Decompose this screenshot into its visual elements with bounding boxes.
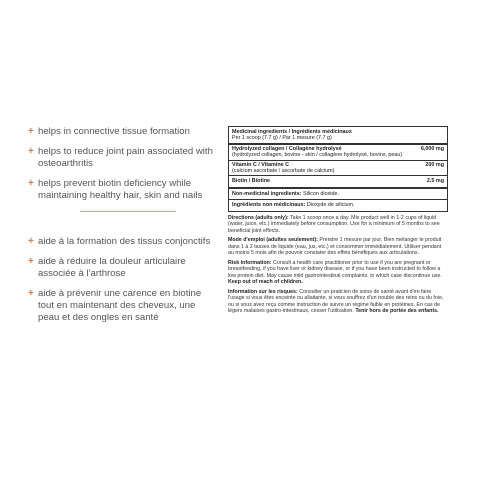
risk-fr	[228, 289, 448, 315]
facts-rule	[229, 160, 447, 161]
ingredient-source: (hydrolyzed collagen, bovine - skin / collagène hydrolysé, bovins, peau)	[232, 152, 403, 159]
plus-icon: +	[28, 236, 34, 247]
ingredient-source: (calcium ascorbate / ascorbate de calcium)	[232, 168, 335, 175]
ingredient-amount: 200 mg	[425, 161, 444, 168]
facts-rule	[229, 187, 447, 189]
plus-icon: +	[28, 126, 34, 137]
claim-text: helps prevent biotin deficiency while maintaining healthy hair, skin and nails	[38, 178, 203, 201]
directions-en-text: Take 1 scoop once a day. Mix product well in 1-2 cups of liquid (water, juice, etc.) immediately before consumption. Use for a minimum of 5 months to see beneficial joint effects.	[228, 214, 440, 234]
nonmed-en-label: Non-medicinal ingredients:	[232, 190, 302, 197]
claim-item	[28, 256, 218, 280]
claim-text: aide à la formation des tissus conjonctifs	[38, 236, 211, 247]
facts-serving: Per 1 scoop (7.7 g) / Par 1 mesure (7.7 g)	[232, 135, 332, 142]
claims-divider	[80, 211, 176, 212]
claim-item	[28, 178, 218, 202]
ingredients-facts-box	[228, 126, 448, 212]
directions-en	[228, 215, 448, 235]
ingredient-row	[232, 177, 444, 185]
claim-item	[28, 288, 218, 324]
risk-en	[228, 260, 448, 286]
claim-text: aide à prévenir une carence en biotine tout en maintenant des cheveux, une peau et des ongles en santé	[38, 288, 202, 323]
ingredient-name: Vitamin C / Vitamine C	[232, 161, 290, 168]
risk-en-warning: Keep out of reach of children.	[228, 279, 303, 286]
claim-item	[28, 236, 218, 248]
claim-item	[28, 126, 218, 138]
label-panel	[228, 126, 448, 315]
claim-text: aide à réduire la douleur articulaire associée à l'arthrose	[38, 256, 186, 279]
ingredient-name: Biotin / Biotine	[232, 178, 271, 185]
plus-icon: +	[28, 178, 34, 189]
ingredient-amount: 2.5 mg	[426, 178, 444, 185]
nonmed-fr-value: Dioxyde de silicium.	[306, 202, 355, 209]
ingredient-name: Hydrolyzed collagen / Collagène hydrolysé	[232, 145, 342, 152]
risk-en-label: Risk information:	[228, 259, 272, 266]
risk-fr-text: Consulter un praticien de soins de santé avant d'en faire l'usage si vous êtes enceinte ou allaitante, si vous souffrez d'un trouble des reins ou du foie, ou si vous avez reçu comme instruction de suivre un régime faible en protéines. En cas de légers malaises gastro-intestinaux, cesser l'utilisation.	[228, 288, 444, 315]
risk-fr-warning: Tenir hors de portée des enfants.	[355, 308, 439, 315]
plus-icon: +	[28, 256, 34, 267]
nonmed-fr-label: Ingrédients non médicinaux:	[232, 202, 306, 209]
facts-rule	[229, 199, 447, 200]
facts-header: Medicinal ingredients / Ingrédients médicinaux	[232, 129, 352, 135]
nonmed-en-value: Silicon dioxide.	[303, 190, 339, 197]
claims-en-list	[28, 126, 218, 202]
nonmed-fr	[232, 201, 444, 210]
directions-fr-text: Prendre 1 mesure par jour. Bien mélanger le produit dans 1 à 2 tasses de liquide (eau, jus, etc.) et consommer immédiatement. Utiliser pendant au moins 5 mois afin de pouvoir constater des effets bénéfiques aux articulations.	[228, 237, 442, 257]
claim-text: helps in connective tissue formation	[38, 126, 190, 137]
risk-fr-label: Information sur les risques:	[228, 288, 298, 295]
nonmed-en	[232, 190, 444, 198]
facts-rule	[229, 175, 447, 176]
risk-en-text: Consult a health care practitioner prior to use if you are pregnant or breastfeeding, if you have liver or kidney disease, or if you have been instructed to follow a low protein diet. May cause mild gastrointestinal complaints, in which case discontinue use.	[228, 259, 442, 279]
facts-rule	[229, 143, 447, 145]
claims-fr-list	[28, 236, 218, 324]
plus-icon: +	[28, 288, 34, 299]
directions-en-label: Directions (adults only):	[228, 214, 289, 221]
directions-fr-label: Mode d'emploi (adultes seulement):	[228, 237, 318, 244]
directions-fr	[228, 237, 448, 257]
claim-item	[28, 146, 218, 170]
plus-icon: +	[28, 146, 34, 157]
claim-text: helps to reduce joint pain associated with osteoarthritis	[38, 146, 213, 169]
claims-column	[28, 126, 218, 332]
ingredient-amount: 6,000 mg	[420, 145, 444, 152]
